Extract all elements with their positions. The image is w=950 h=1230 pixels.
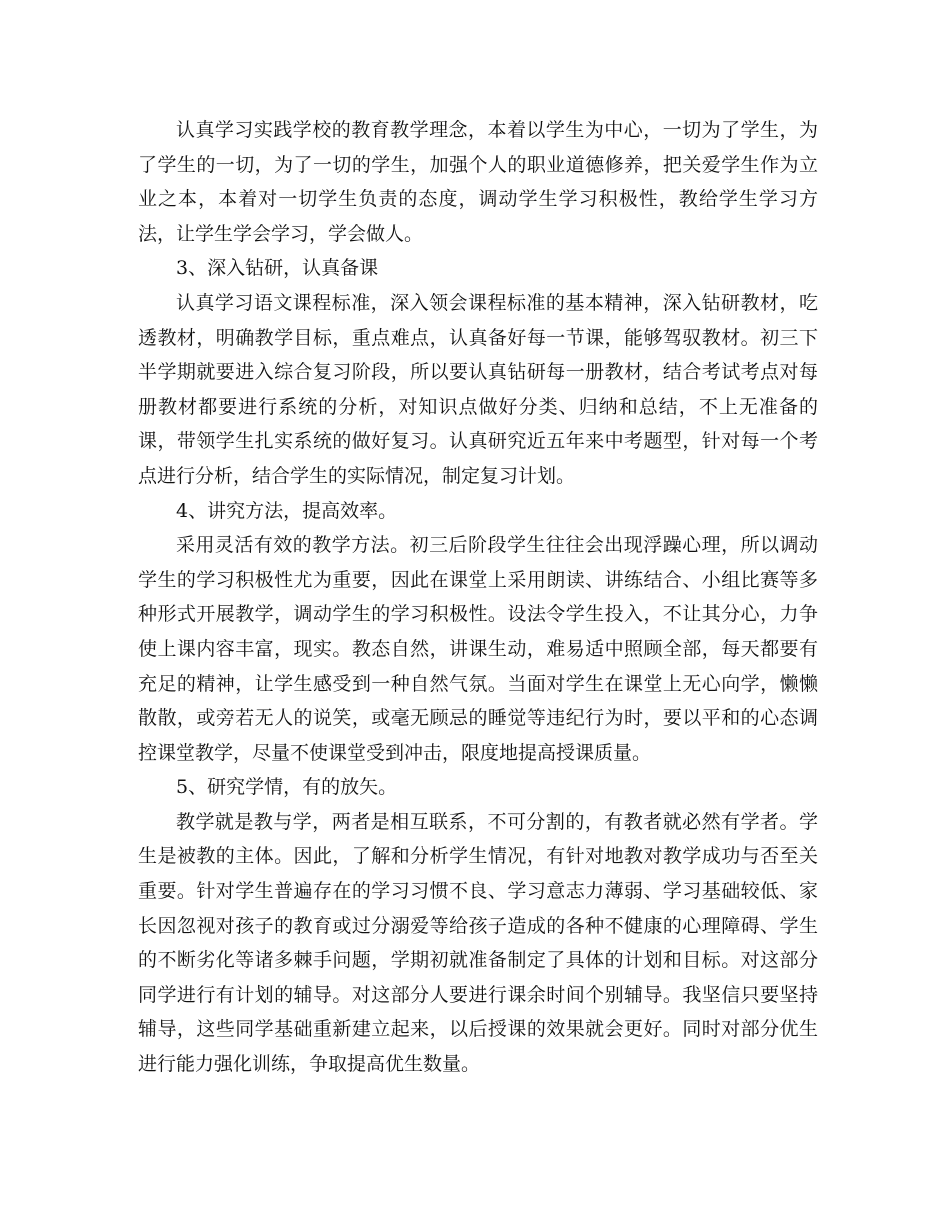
paragraph-teaching-philosophy: 认真学习实践学校的教育教学理念，本着以学生为中心，一切为了学生，为了学生的一切，为了一切的学生，加强个人的职业道德修养，把关爱学生作为立业之本，本着对一切学生负责的态度，调动学生学习积极性，教给学生学习方法，让学生学会学习，学会做人。 bbox=[138, 119, 818, 245]
section-heading-3: 3、深入钻研，认真备课 bbox=[176, 257, 379, 280]
document-body bbox=[138, 113, 818, 1082]
section-heading-5: 5、研究学情，有的放矢。 bbox=[176, 776, 398, 799]
paragraph-teaching-methods: 采用灵活有效的教学方法。初三后阶段学生往往会出现浮躁心理，所以调动学生的学习积极性尤为重要，因此在课堂上采用朗读、讲练结合、小组比赛等多种形式开展教学，调动学生的学习积极性。设法令学生投入，不让其分心，力争使上课内容丰富，现实。教态自然，讲课生动，难易适中照顾全部，每天都要有充足的精神，让学生感受到一种自然气氛。当面对学生在课堂上无心向学，懒懒散散，或旁若无人的说笑，或毫无顾忌的睡觉等违纪行为时，要以平和的心态调控课堂教学，尽量不使课堂受到冲击，限度地提高授课质量。 bbox=[138, 534, 818, 764]
section-heading-4: 4、讲究方法，提高效率。 bbox=[176, 499, 398, 522]
paragraph-lesson-preparation: 认真学习语文课程标准，深入领会课程标准的基本精神，深入钻研教材，吃透教材，明确教学目标，重点难点，认真备好每一节课，能够驾驭教材。初三下半学期就要进入综合复习阶段，所以要认真钻研每一册教材，结合考试考点对每册教材都要进行系统的分析，对知识点做好分类、归纳和总结，不上无准备的课，带领学生扎实系统的做好复习。认真研究近五年来中考题型，针对每一个考点进行分析，结合学生的实际情况，制定复习计划。 bbox=[138, 291, 818, 487]
paragraph-student-analysis: 教学就是教与学，两者是相互联系，不可分割的，有教者就必然有学者。学生是被教的主体。因此，了解和分析学生情况，有针对地教对教学成功与否至关重要。针对学生普遍存在的学习习惯不良、学习意志力薄弱、学习基础较低、家长因忽视对孩子的教育或过分溺爱等给孩子造成的各种不健康的心理障碍、学生的不断劣化等诸多棘手问题，学期初就准备制定了具体的计划和目标。对这部分同学进行有计划的辅导。对这部分人要进行课余时间个别辅导。我坚信只要坚持辅导，这些同学基础重新建立起来，以后授课的效果就会更好。同时对部分优生进行能力强化训练，争取提高优生数量。 bbox=[138, 810, 818, 1076]
